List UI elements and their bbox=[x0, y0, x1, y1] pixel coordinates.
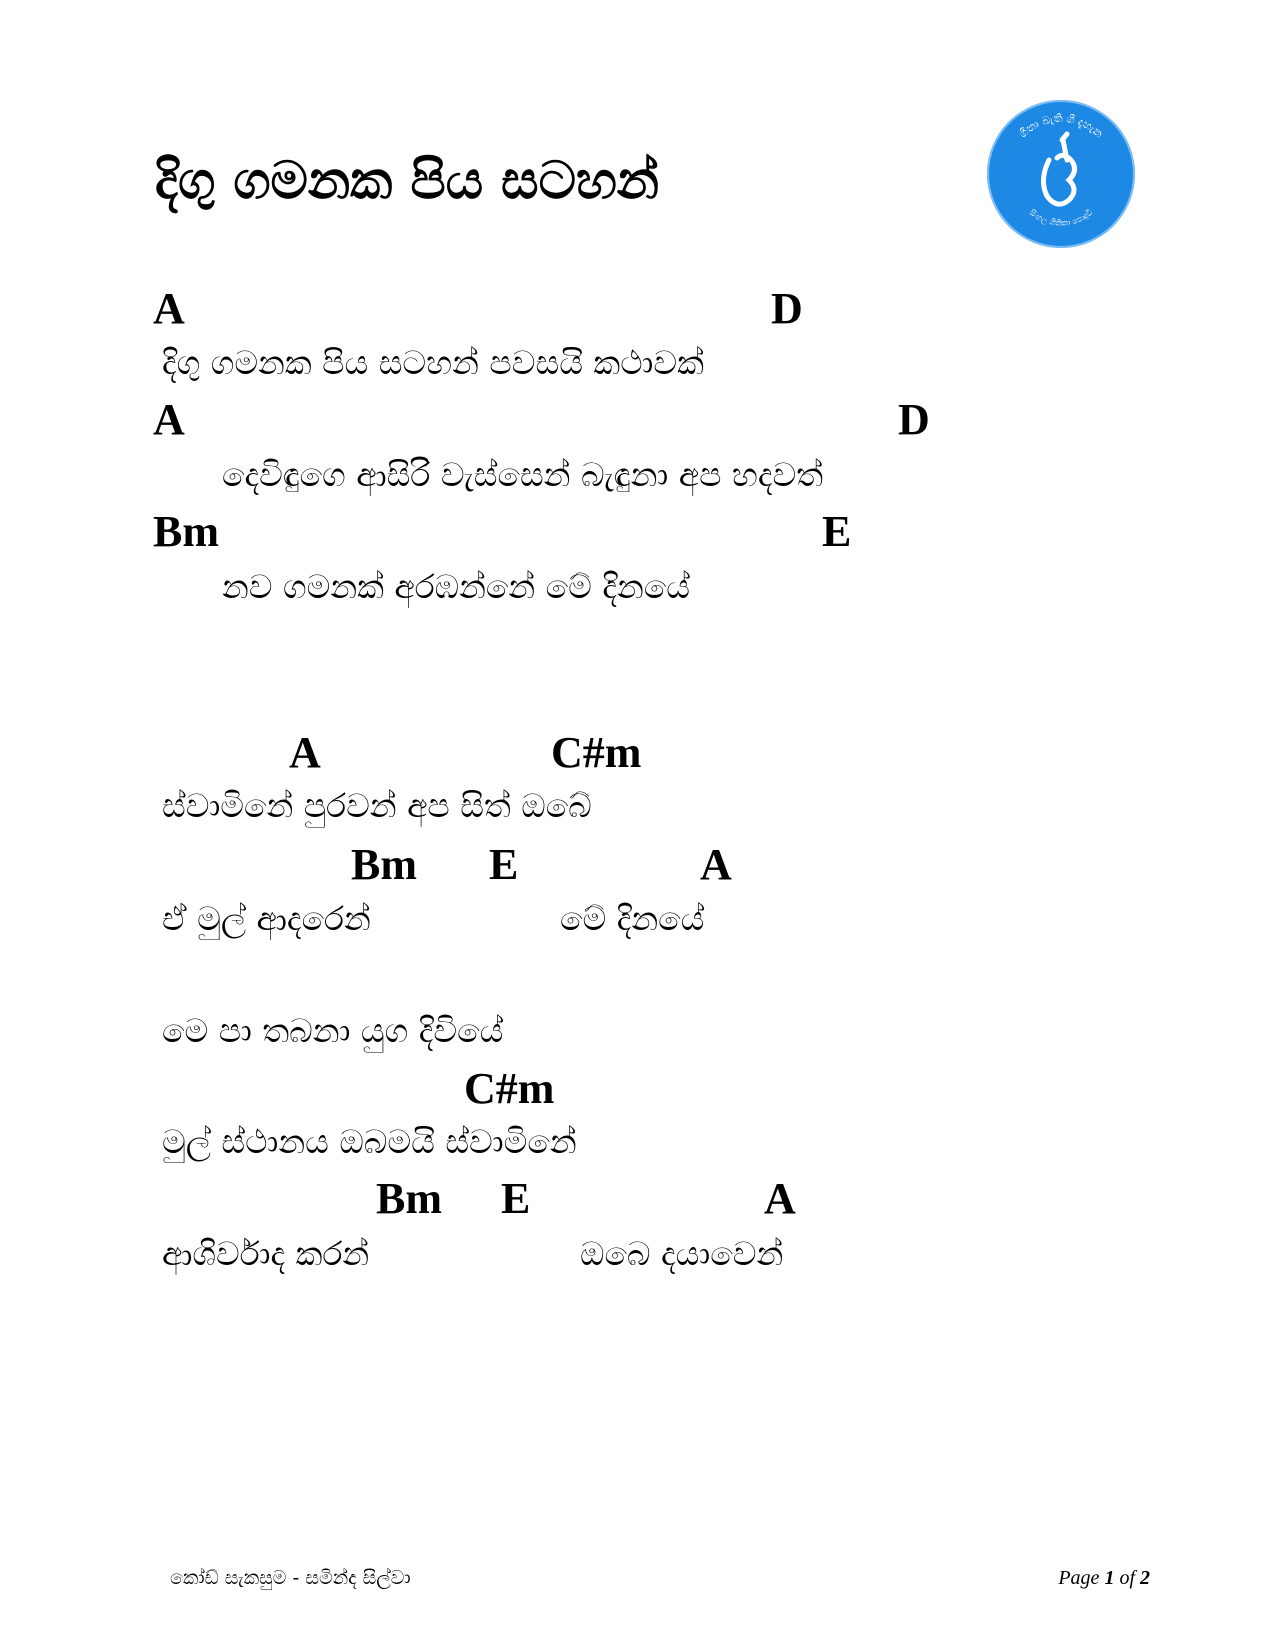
logo-text-top: ගීතා බැති ගී දැහැන bbox=[1016, 111, 1106, 141]
lyric-line: මුල් ස්ථානය ඔබමයි ස්වාමිනේ bbox=[162, 1122, 577, 1161]
page-word: Page bbox=[1058, 1567, 1100, 1589]
svg-text:සිංහල ගීතිකා පොදුවී bbox=[1028, 208, 1095, 228]
chord: E bbox=[501, 1174, 531, 1223]
lyric-line: මෙ පා තබනා යුග දිවියේ bbox=[162, 1011, 504, 1050]
page-total: 2 bbox=[1140, 1567, 1150, 1589]
chord: C#m bbox=[551, 728, 642, 777]
chord: A bbox=[153, 395, 185, 444]
guitar-icon bbox=[987, 100, 1135, 248]
chord: D bbox=[771, 284, 803, 333]
lyric-line: ඔබෙ දයාවෙන් bbox=[580, 1234, 784, 1273]
lyric-line: නව ගමනක් අරඹන්නේ මේ දිනයේ bbox=[222, 567, 691, 606]
chord: A bbox=[700, 840, 732, 889]
chord: Bm bbox=[153, 507, 219, 556]
chord: A bbox=[289, 728, 321, 777]
chord: Bm bbox=[351, 840, 417, 889]
lyric-line: දෙවිඳුගෙ ආසිරි වැස්සෙන් බැඳුනා අප හදවත් bbox=[222, 455, 824, 494]
logo bbox=[987, 100, 1135, 248]
footer-credit: කෝඩ් සැකසුම - සමින්ද සිල්වා bbox=[170, 1567, 411, 1589]
chord: E bbox=[489, 840, 519, 889]
lyric-line: ඒ මුල් ආදරෙන් bbox=[162, 899, 371, 938]
chord: Bm bbox=[376, 1174, 442, 1223]
chord: D bbox=[898, 395, 930, 444]
chord: A bbox=[764, 1174, 796, 1223]
logo-text-bottom: සිංහල ගීතිකා පොදුවී bbox=[1027, 207, 1095, 228]
chord: E bbox=[822, 507, 852, 556]
page-of: of bbox=[1119, 1567, 1135, 1589]
lyric-line: ස්වාමිනේ පුරවන් අප සිත් ඔබේ bbox=[162, 786, 592, 825]
page-title: දිගු ගමනක පිය සටහන් bbox=[155, 150, 660, 211]
page-current: 1 bbox=[1104, 1567, 1115, 1589]
chord: C#m bbox=[464, 1064, 555, 1113]
lyric-line: දිගු ගමනක පිය සටහන් පවසයි කථාවක් bbox=[162, 343, 704, 382]
lyric-line: මේ දිනයේ bbox=[560, 899, 705, 938]
lyric-line: ආශිර්වාද කරන් bbox=[162, 1234, 370, 1273]
chord: A bbox=[153, 284, 185, 333]
page-number bbox=[1058, 1567, 1150, 1590]
svg-text:ගීතා බැති ගී දැහැන bbox=[1016, 112, 1105, 140]
